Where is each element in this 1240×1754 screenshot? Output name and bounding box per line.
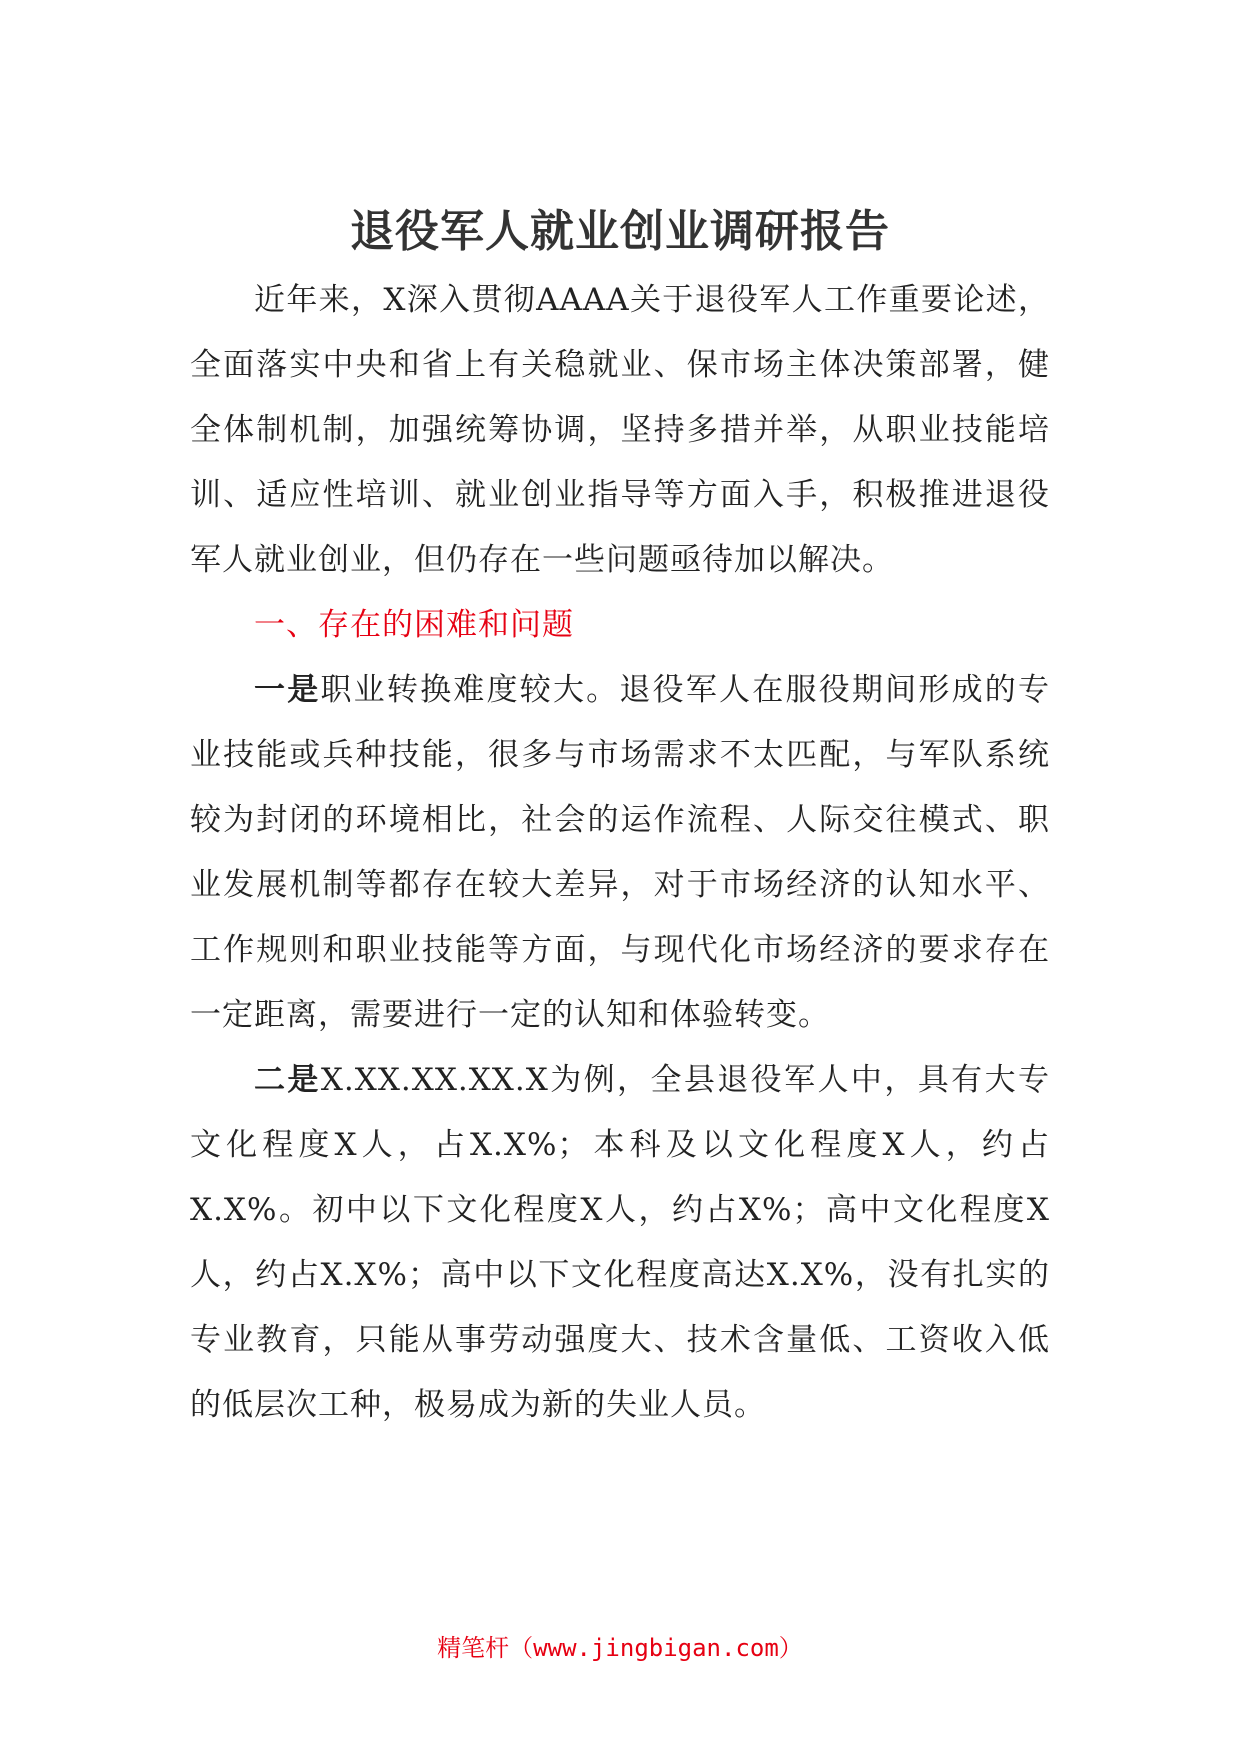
document-title: 退役军人就业创业调研报告 — [350, 206, 890, 257]
point-text-2: X.XX.XX.XX.X为例，全县退役军人中，具有大专文化程度X人，占X.X%；本科及以文化程度X人，约占X.X%。初中以下文化程度X人，约占X%；高中文化程度X人，约占X.X%；高中以下文化程度高达X.X%，没有扎实的专业教育，只能从事劳动强度大、技术含量低、工资收入低的低层次工种，极易成为新的失业人员。 — [190, 1062, 1050, 1423]
point-paragraph-1 — [190, 658, 1050, 1048]
point-text-1: 职业转换难度较大。退役军人在服役期间形成的专业技能或兵种技能，很多与市场需求不太匹配，与军队系统较为封闭的环境相比，社会的运作流程、人际交往模式、职业发展机制等都存在较大差异，对于市场经济的认知水平、工作规则和职业技能等方面，与现代化市场经济的要求存在一定距离，需要进行一定的认知和体验转变。 — [190, 672, 1051, 1033]
document-body — [190, 268, 1050, 1438]
point-lead-1: 一是 — [254, 672, 321, 708]
point-paragraph-2 — [190, 1048, 1050, 1438]
footer-watermark: 精笔杆（www.jingbigan.com） — [437, 1634, 803, 1662]
section-heading: 一、存在的困难和问题 — [254, 607, 574, 643]
intro-paragraph: 近年来，X深入贯彻AAAA关于退役军人工作重要论述，全面落实中央和省上有关稳就业、保市场主体决策部署，健全体制机制，加强统筹协调，坚持多措并举，从职业技能培训、适应性培训、就业创业指导等方面入手，积极推进退役军人就业创业，但仍存在一些问题亟待加以解决。 — [190, 282, 1050, 578]
point-lead-2: 二是 — [254, 1062, 321, 1098]
